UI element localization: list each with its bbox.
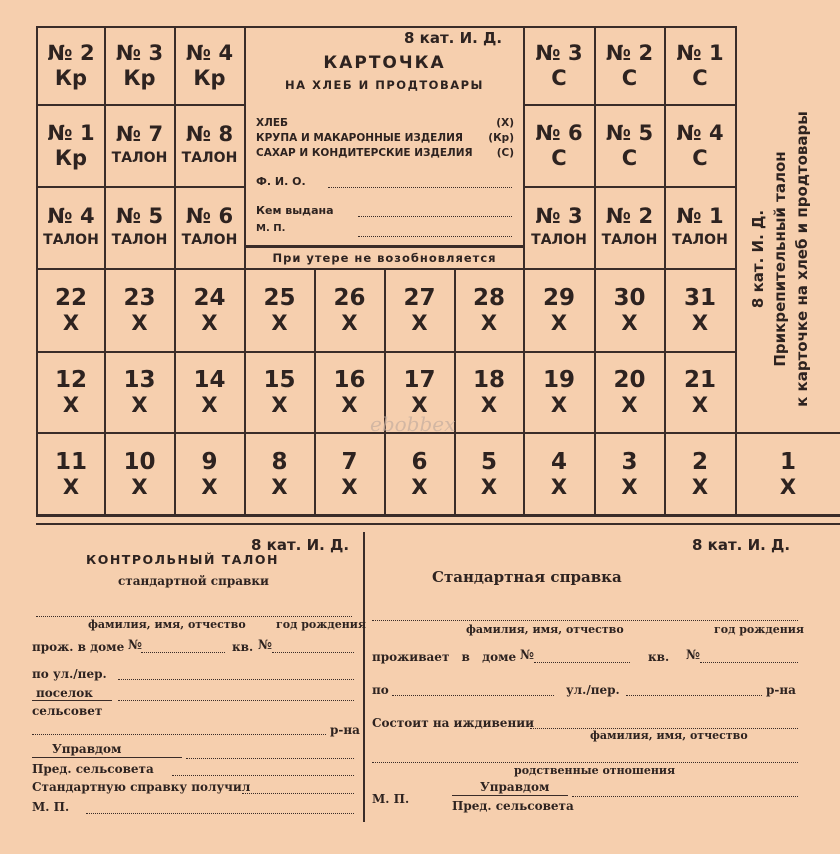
day-number: 9 xyxy=(201,448,218,475)
bread-mark: Х xyxy=(131,474,148,499)
control-village-underline xyxy=(32,700,112,701)
coupon-label: ТАЛОН xyxy=(672,231,728,248)
bread-mark: Х xyxy=(62,311,80,335)
certificate-po-label: по xyxy=(372,683,389,697)
bread-mark: Х xyxy=(550,311,568,335)
day-coupon xyxy=(315,269,384,351)
day-coupon xyxy=(665,269,735,351)
side-talon-category: 8 кат. И. Д. xyxy=(749,209,767,309)
certificate-relation-caption: родственные отношения xyxy=(514,764,676,777)
day-number: 28 xyxy=(472,285,505,311)
control-council-line[interactable] xyxy=(32,734,326,735)
control-village-label: поселок xyxy=(36,686,93,700)
day-coupon xyxy=(105,269,174,351)
control-district-label: р-на xyxy=(330,723,360,737)
bread-mark: Х xyxy=(411,311,428,335)
bread-mark: Х xyxy=(621,393,638,417)
center-rule xyxy=(246,245,523,248)
certificate-num-sign: № xyxy=(520,648,535,663)
day-number: 23 xyxy=(123,285,156,311)
control-manager-label: Управдом xyxy=(52,742,122,756)
bread-mark: Х xyxy=(271,474,288,499)
coupon-number: № 6 xyxy=(185,203,234,228)
day-coupon xyxy=(455,352,523,432)
day-coupon xyxy=(595,352,664,432)
day-coupon xyxy=(105,352,174,432)
control-house-line[interactable] xyxy=(141,652,225,653)
day-number: 31 xyxy=(683,285,716,311)
coupon-number: № 4 xyxy=(47,203,95,228)
day-coupon xyxy=(385,269,454,351)
control-apt-label: кв. xyxy=(232,640,254,654)
day-number: 12 xyxy=(54,367,87,393)
coupon-talon-8 xyxy=(175,105,244,186)
coupon-label: Кр xyxy=(54,66,88,90)
bread-mark: Х xyxy=(131,393,148,417)
day-number: 3 xyxy=(621,448,638,475)
day-coupon xyxy=(595,433,664,514)
day-coupon xyxy=(245,433,314,514)
coupon-label: ТАЛОН xyxy=(181,149,238,166)
day-coupon xyxy=(175,269,244,351)
certificate-po-line[interactable] xyxy=(392,695,554,696)
coupon-label: ТАЛОН xyxy=(111,231,168,248)
day-number: 10 xyxy=(123,448,156,475)
day-coupon xyxy=(595,269,664,351)
day-coupon xyxy=(385,433,454,514)
control-manager-line[interactable] xyxy=(186,758,354,759)
certificate-district-label: р-на xyxy=(766,683,796,697)
bread-mark: Х xyxy=(271,311,288,335)
coupon-kr-4 xyxy=(175,28,244,104)
certificate-signature-line[interactable] xyxy=(572,796,798,797)
certificate-mp-label: М. П. xyxy=(372,792,410,806)
day-coupon xyxy=(245,269,314,351)
bread-mark: Х xyxy=(621,311,638,335)
coupon-label: ТАЛОН xyxy=(531,231,587,248)
day-number: 15 xyxy=(263,367,296,393)
card-category: 8 кат. И. Д. xyxy=(404,29,503,47)
coupon-number: № 2 xyxy=(47,41,95,65)
bread-mark: Х xyxy=(480,474,498,499)
bread-mark: Х xyxy=(201,393,218,417)
bread-mark: Х xyxy=(341,393,358,417)
control-apt-line[interactable] xyxy=(272,652,354,653)
day-number: 21 xyxy=(683,367,716,393)
control-mp-label: М. П. xyxy=(32,800,70,814)
control-fio-caption: фамилия, имя, отчество xyxy=(88,618,246,631)
bread-mark: Х xyxy=(341,474,358,499)
bread-mark: Х xyxy=(691,311,709,335)
day-coupon xyxy=(315,433,384,514)
coupon-number: № 3 xyxy=(535,41,583,65)
coupon-number: № 1 xyxy=(47,120,95,145)
coupon-kr-2 xyxy=(38,28,104,104)
coupon-s-6 xyxy=(524,105,594,186)
day-number: 11 xyxy=(54,448,87,475)
day-coupon xyxy=(455,269,523,351)
coupon-label: ТАЛОН xyxy=(111,149,168,166)
control-council-label: сельсовет xyxy=(32,704,103,718)
coupon-s-1 xyxy=(665,28,735,104)
bread-mark: Х xyxy=(271,393,288,417)
day-number: 22 xyxy=(54,285,87,311)
coupon-label: Кр xyxy=(193,66,226,90)
certificate-apt-line[interactable] xyxy=(700,662,798,663)
day-number: 18 xyxy=(472,367,505,393)
control-chairman-label: Пред. сельсовета xyxy=(32,762,154,776)
control-fio-line[interactable] xyxy=(36,616,352,617)
coupon-label: Кр xyxy=(54,145,88,170)
day-number: 5 xyxy=(480,448,497,475)
control-apt-num-sign: № xyxy=(258,638,273,653)
certificate-birth-caption: год рождения xyxy=(714,623,805,636)
day-coupon xyxy=(38,433,104,514)
control-subtitle: стандартной справки xyxy=(118,574,269,588)
coupon-talon-r2 xyxy=(595,187,664,268)
section-divider xyxy=(36,514,840,517)
day-coupon xyxy=(38,352,104,432)
bread-mark: Х xyxy=(480,393,498,417)
certificate-fio2-caption: фамилия, имя, отчество xyxy=(590,729,748,742)
control-received-label: Стандартную справку получил xyxy=(32,780,251,794)
day-coupon xyxy=(524,433,594,514)
bread-mark: Х xyxy=(62,393,80,417)
control-street-label: по ул./пер. xyxy=(32,667,107,681)
certificate-manager-underline xyxy=(452,795,568,796)
control-signature-line[interactable] xyxy=(86,813,354,814)
fio-label: Ф. И. О. xyxy=(256,175,306,188)
bread-mark: Х xyxy=(691,393,709,417)
day-number: 7 xyxy=(341,448,358,475)
legend-name: САХАР И КОНДИТЕРСКИЕ ИЗДЕЛИЯ xyxy=(256,147,473,159)
legend-sugar xyxy=(256,146,514,161)
day-number: 19 xyxy=(542,367,575,393)
certificate-category: 8 кат. И. Д. xyxy=(692,536,791,554)
coupon-label: ТАЛОН xyxy=(43,231,99,248)
card-title: КАРТОЧКА xyxy=(323,53,446,73)
coupon-number: № 7 xyxy=(115,121,164,146)
watermark: ebobbex xyxy=(370,412,456,436)
certificate-house-line[interactable] xyxy=(534,662,630,663)
day-number: 20 xyxy=(613,367,646,393)
control-num-sign: № xyxy=(128,638,143,653)
bread-mark: Х xyxy=(131,311,148,335)
coupon-kr-3 xyxy=(105,28,174,104)
day-number: 24 xyxy=(193,285,226,311)
coupon-label: С xyxy=(692,145,708,170)
coupon-label: С xyxy=(621,66,638,90)
control-street-line[interactable] xyxy=(118,679,354,680)
legend-code: (Кр) xyxy=(488,132,514,144)
day-number: 1 xyxy=(779,448,796,475)
legend-bread xyxy=(256,116,514,131)
day-coupon xyxy=(524,269,594,351)
issued-line[interactable] xyxy=(358,216,512,217)
section-divider-thin xyxy=(36,523,840,525)
certificate-street-line[interactable] xyxy=(626,695,762,696)
coupon-number: № 5 xyxy=(605,120,654,145)
coupon-label: ТАЛОН xyxy=(181,231,238,248)
certificate-manager-label: Управдом xyxy=(480,780,550,794)
bread-mark: Х xyxy=(201,311,218,335)
coupon-number: № 2 xyxy=(605,41,654,65)
legend-name: ХЛЕБ xyxy=(256,117,288,129)
coupon-label: С xyxy=(551,145,567,170)
bread-mark: Х xyxy=(550,474,568,499)
side-talon-text xyxy=(747,69,823,449)
day-number: 6 xyxy=(411,448,428,475)
day-number: 26 xyxy=(333,285,366,311)
day-coupon xyxy=(245,352,314,432)
bread-mark: Х xyxy=(411,393,428,417)
certificate-title: Стандартная справка xyxy=(432,568,622,586)
control-received-line[interactable] xyxy=(242,793,354,794)
day-number: 13 xyxy=(123,367,156,393)
certificate-fio-caption: фамилия, имя, отчество xyxy=(466,623,624,636)
control-lives-label: прож. в доме xyxy=(32,640,125,654)
coupon-number: № 5 xyxy=(115,203,164,228)
coupon-number: № 4 xyxy=(185,41,234,65)
legend-code: (Х) xyxy=(496,117,514,129)
day-number: 30 xyxy=(613,285,646,311)
certificate-dependents-label: Состоит на иждивении xyxy=(372,716,535,730)
bread-mark: Х xyxy=(480,311,498,335)
day-number: 29 xyxy=(542,285,575,311)
bread-mark: Х xyxy=(779,474,797,499)
day-number: 16 xyxy=(333,367,366,393)
coupon-talon-4 xyxy=(38,187,104,268)
coupon-label: С xyxy=(551,66,567,90)
day-coupon xyxy=(175,433,244,514)
coupon-kr-1 xyxy=(38,105,104,186)
day-coupon xyxy=(105,433,174,514)
day-coupon xyxy=(665,352,735,432)
coupon-talon-5 xyxy=(105,187,174,268)
legend-code: (С) xyxy=(496,147,514,159)
coupon-s-4 xyxy=(665,105,735,186)
day-number: 27 xyxy=(403,285,436,311)
day-number: 17 xyxy=(403,367,436,393)
certificate-chairman-label: Пред. сельсовета xyxy=(452,799,574,813)
coupon-label: Кр xyxy=(123,66,156,90)
coupon-number: № 6 xyxy=(535,120,583,145)
bottom-vertical-divider xyxy=(363,532,365,822)
bread-mark: Х xyxy=(62,474,80,499)
side-talon-line1: Прикрепительный талон xyxy=(771,151,789,367)
coupon-label: С xyxy=(692,66,708,90)
control-village-line[interactable] xyxy=(118,700,354,701)
coupon-number: № 8 xyxy=(185,121,234,146)
mp-label: М. П. xyxy=(256,223,286,234)
coupon-label: С xyxy=(621,145,638,170)
day-coupon xyxy=(524,352,594,432)
issued-label: Кем выдана xyxy=(256,204,334,217)
coupon-s-5 xyxy=(595,105,664,186)
coupon-number: № 3 xyxy=(535,203,583,228)
day-number: 2 xyxy=(691,448,708,475)
control-manager-underline xyxy=(32,757,182,758)
card-footer: При утере не возобновляется xyxy=(272,251,497,265)
coupon-number: № 3 xyxy=(115,41,164,65)
coupon-number: № 4 xyxy=(676,120,724,145)
control-birth-caption: год рождения xyxy=(276,618,367,631)
control-title: КОНТРОЛЬНЫЙ ТАЛОН xyxy=(86,552,279,567)
legend-name: КРУПА И МАКАРОННЫЕ ИЗДЕЛИЯ xyxy=(256,132,463,144)
day-number: 4 xyxy=(550,448,567,475)
day-number: 8 xyxy=(271,448,288,475)
bread-mark: Х xyxy=(621,474,638,499)
bread-mark: Х xyxy=(341,311,358,335)
coupon-s-2 xyxy=(595,28,664,104)
side-divider xyxy=(735,26,737,434)
fio-line[interactable] xyxy=(328,187,512,188)
certificate-lives-label: проживает в доме xyxy=(372,650,517,664)
coupon-talon-r3 xyxy=(524,187,594,268)
card-subtitle: НА ХЛЕБ И ПРОДТОВАРЫ xyxy=(285,78,484,92)
certificate-street-label: ул./пер. xyxy=(566,683,620,697)
day-coupon xyxy=(665,433,735,514)
coupon-s-3 xyxy=(524,28,594,104)
side-talon-line2: к карточке на хлеб и продтовары xyxy=(793,111,811,407)
day-coupon xyxy=(38,269,104,351)
day-number: 25 xyxy=(263,285,296,311)
certificate-relation-line[interactable] xyxy=(372,762,798,763)
day-coupon xyxy=(455,433,523,514)
bread-mark: Х xyxy=(411,474,428,499)
day-coupon xyxy=(175,352,244,432)
coupon-number: № 1 xyxy=(676,41,724,65)
day-number: 14 xyxy=(193,367,226,393)
bread-mark: Х xyxy=(691,474,709,499)
coupon-number: № 1 xyxy=(676,203,724,228)
certificate-apt-num-sign: № xyxy=(686,648,701,663)
mp-line[interactable] xyxy=(358,236,512,237)
coupon-talon-7 xyxy=(105,105,174,186)
legend-groats xyxy=(256,131,514,146)
control-category: 8 кат. И. Д. xyxy=(251,536,350,554)
coupon-number: № 2 xyxy=(605,203,654,228)
bread-mark: Х xyxy=(201,474,218,499)
coupon-label: ТАЛОН xyxy=(601,231,658,248)
certificate-apt-label: кв. xyxy=(648,650,670,664)
coupon-talon-6 xyxy=(175,187,244,268)
control-chairman-line[interactable] xyxy=(172,775,354,776)
coupon-talon-r1 xyxy=(665,187,735,268)
bread-mark: Х xyxy=(550,393,568,417)
certificate-fio-line[interactable] xyxy=(372,620,798,621)
